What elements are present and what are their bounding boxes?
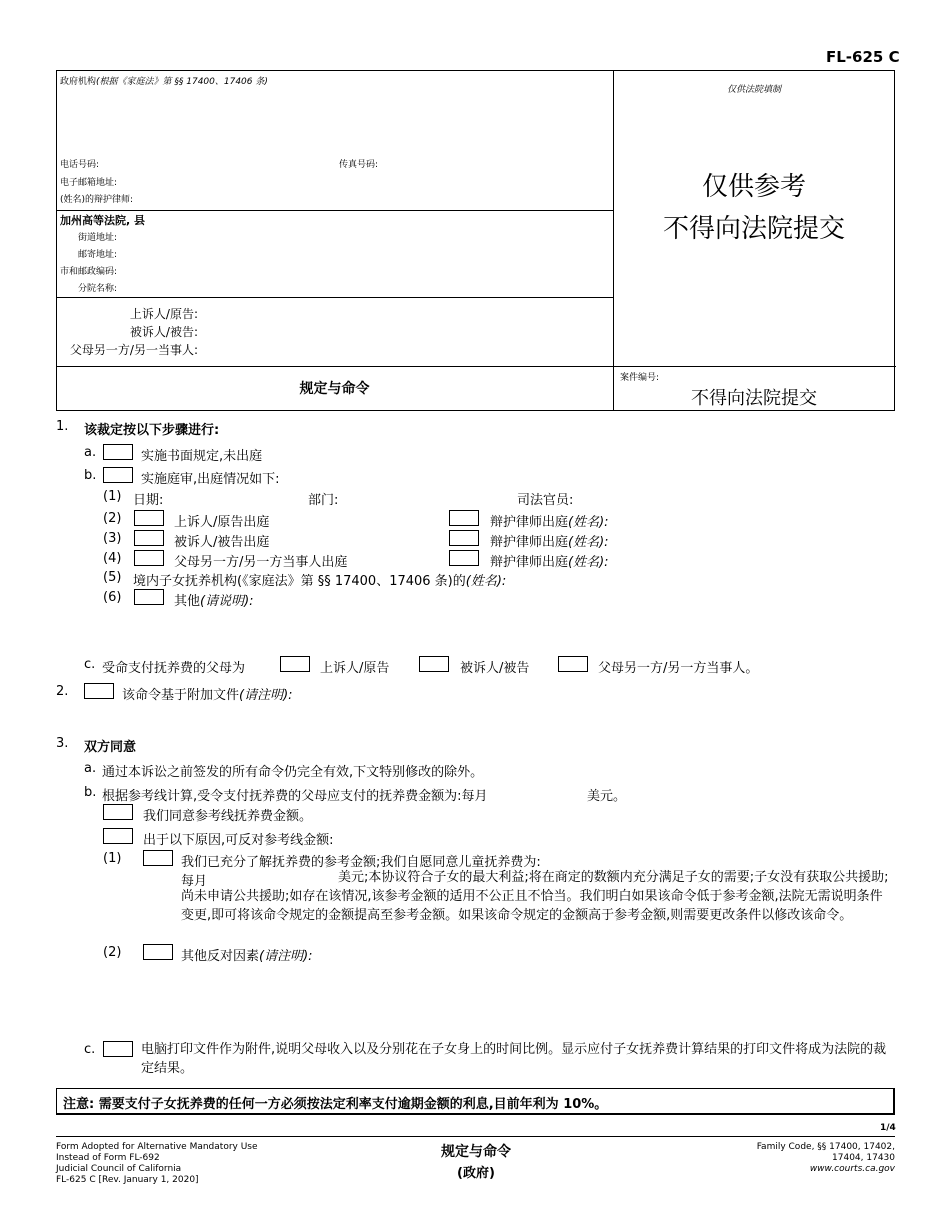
respondent-label: 被诉人/被告: — [129, 325, 198, 339]
checkbox-payor-other[interactable] — [558, 656, 588, 672]
other-attorney-label — [490, 551, 609, 570]
footer-left-3: Judicial Council of California — [56, 1164, 182, 1174]
item-1b6-number: (6) — [103, 590, 122, 605]
item-3b-letter: b. — [84, 785, 97, 800]
name-hint: (姓名): — [465, 574, 507, 589]
item-3a-text: 通过本诉讼之前签发的所有命令仍完全有效,下文特别修改的除外。 — [102, 765, 484, 780]
hearing-date-label: 日期: — [133, 493, 164, 508]
item-3b-text-pre: 根据参考线计算,受令支付抚养费的父母应支付的抚养费金额为:每月 — [102, 789, 488, 804]
footer-left-1: Form Adopted for Alternative Mandatory Use — [56, 1142, 258, 1152]
name-hint: (姓名): — [568, 515, 609, 530]
item-1a-letter: a. — [84, 445, 97, 460]
phone-label: 电话号码: — [60, 160, 100, 170]
fax-label: 传真号码: — [339, 160, 379, 170]
form-code: FL-625 C — [826, 48, 900, 66]
checkbox-payor-respondent[interactable] — [419, 656, 449, 672]
agency-citation: (根据《家庭法》第 §§ 17400、17406 条) — [96, 77, 268, 87]
attorney-present-text: 辩护律师出庭 — [490, 535, 569, 550]
respondent-present-label: 被诉人/被告出庭 — [174, 535, 270, 550]
item-1b2-number: (2) — [103, 511, 122, 526]
petitioner-present-label: 上诉人/原告出庭 — [174, 515, 270, 530]
page-number: 1/4 — [880, 1123, 896, 1133]
attorney-present-text: 辩护律师出庭 — [490, 515, 569, 530]
petitioner-label: 上诉人/原告: — [129, 307, 198, 321]
notice-text: 注意: 需要支付子女抚养费的任何一方必须按法定利率支付逾期金额的利息,目前年利为 10%。 — [63, 1097, 608, 1112]
item-3a-letter: a. — [84, 761, 97, 776]
court-name: 加州高等法院, 县 — [60, 214, 146, 227]
mailing-label: 邮寄地址: — [78, 250, 118, 260]
item-3b1-line1: 我们已充分了解抚养费的参考金额;我们自愿同意儿童抚养费为: — [181, 855, 541, 870]
name-hint: (姓名): — [568, 555, 609, 570]
item-3b2-label — [181, 945, 313, 964]
footer-right-2: 17404, 17430 — [832, 1153, 895, 1163]
city-zip-label: 市和邮政编码: — [60, 267, 118, 277]
attachment-hint: (请注明): — [239, 688, 293, 703]
checkbox-petitioner-attorney[interactable] — [449, 510, 479, 526]
agency-label: 政府机构 — [60, 77, 97, 87]
branch-label: 分院名称: — [78, 284, 118, 294]
reference-line-2: 不得向法院提交 — [662, 214, 845, 244]
agree-guideline-text: 我们同意参考线抚养费金额。 — [143, 809, 313, 824]
section-2-text — [122, 684, 293, 703]
case-number-label: 案件编号: — [620, 373, 660, 383]
item-3b1-monthly: 每月 — [181, 874, 208, 889]
payor-respondent-label: 被诉人/被告 — [460, 661, 530, 676]
item-1b4-number: (4) — [103, 551, 122, 566]
checkbox-3c[interactable] — [103, 1041, 133, 1057]
item-1b-text: 实施庭审,出庭情况如下: — [141, 472, 280, 487]
street-label: 街道地址: — [78, 233, 118, 243]
item-1b1-number: (1) — [103, 489, 122, 504]
item-3b-text-post: 美元。 — [587, 789, 627, 804]
footer-subtitle: (政府) — [457, 1166, 495, 1181]
other-factors-hint: (请注明): — [259, 949, 313, 964]
other-present-label: 父母另一方/另一方当事人出庭 — [174, 555, 348, 570]
respondent-attorney-label — [490, 531, 609, 550]
footer-right-1: Family Code, §§ 17400, 17402, — [756, 1142, 895, 1152]
other-hint: (请说明): — [200, 594, 254, 609]
checkbox-agree-guideline[interactable] — [103, 804, 133, 820]
item-1b5-number: (5) — [103, 570, 122, 585]
checkbox-3b1[interactable] — [143, 850, 173, 866]
case-number-value: 不得向法院提交 — [691, 388, 817, 409]
checkbox-1b[interactable] — [103, 467, 133, 483]
checkbox-object-guideline[interactable] — [103, 828, 133, 844]
attorney-present-text: 辩护律师出庭 — [490, 555, 569, 570]
other-factors-text: 其他反对因素 — [181, 949, 260, 964]
agency-field[interactable] — [60, 74, 268, 87]
payor-petitioner-label: 上诉人/原告 — [320, 661, 390, 676]
support-agency-label — [133, 570, 506, 589]
section-3-heading: 双方同意 — [84, 740, 137, 755]
footer-title: 规定与命令 — [441, 1144, 511, 1160]
petitioner-attorney-label — [490, 511, 609, 530]
other-parent-label: 父母另一方/另一当事人: — [69, 343, 198, 357]
checkbox-other[interactable] — [134, 589, 164, 605]
judicial-officer-label: 司法官员: — [517, 493, 574, 508]
footer-rule — [56, 1136, 895, 1137]
hearing-dept-label: 部门: — [308, 493, 339, 508]
section-2-number: 2. — [56, 684, 69, 699]
item-3b1-paragraph: 美元;本协议符合子女的最大利益;将在商定的数额内充分满足子女的需要;子女没有获取公共援助;尚未申请公共援助;如存在该情况,该参考金额的适用不公正且不恰当。我们明白如果该命令低于参考金额,法院无需说明条件变更,即可将该命令规定的金额提高至参考金额。如果该命令规定的金额高于参考金额,则需要更改条件以修改该命令。 — [181, 870, 889, 923]
checkbox-payor-petitioner[interactable] — [280, 656, 310, 672]
checkbox-section-2[interactable] — [84, 683, 114, 699]
checkbox-petitioner-present[interactable] — [134, 510, 164, 526]
item-1c-letter: c. — [84, 657, 96, 672]
checkbox-3b2[interactable] — [143, 944, 173, 960]
object-guideline-text: 出于以下原因,可反对参考线金额: — [143, 833, 334, 848]
attachment-text: 该命令基于附加文件 — [122, 688, 240, 703]
footer-website-link[interactable]: www.courts.ca.gov — [809, 1164, 895, 1174]
item-1c-text: 受命支付抚养费的父母为 — [102, 661, 246, 676]
item-3b2-number: (2) — [103, 945, 122, 960]
section-3-number: 3. — [56, 736, 69, 751]
item-1b-letter: b. — [84, 468, 97, 483]
item-3b1-number: (1) — [103, 851, 122, 866]
payor-other-label: 父母另一方/另一方当事人。 — [598, 661, 759, 676]
attorney-label: (姓名)的辩护律师: — [60, 195, 134, 205]
court-use-label: 仅供法院填制 — [726, 85, 781, 95]
footer-left-2: Instead of Form FL-692 — [56, 1153, 160, 1163]
support-agency-text: 境内子女抚养机构(《家庭法》第 §§ 17400、17406 条)的 — [133, 574, 466, 589]
item-3c-letter: c. — [84, 1042, 96, 1057]
checkbox-respondent-present[interactable] — [134, 530, 164, 546]
section-1-number: 1. — [56, 419, 69, 434]
section-1-heading: 该裁定按以下步骤进行: — [84, 423, 220, 438]
checkbox-respondent-attorney[interactable] — [449, 530, 479, 546]
other-label — [174, 590, 254, 609]
checkbox-other-present[interactable] — [134, 550, 164, 566]
checkbox-other-attorney[interactable] — [449, 550, 479, 566]
name-hint: (姓名): — [568, 535, 609, 550]
item-1a-text: 实施书面规定,未出庭 — [141, 449, 263, 464]
other-text: 其他 — [174, 594, 201, 609]
footer-left-4: FL-625 C [Rev. January 1, 2020] — [56, 1175, 199, 1185]
item-3c-text: 电脑打印文件作为附件,说明父母收入以及分别花在子女身上的时间比例。显示应付子女抚养费计算结果的打印文件将成为法院的裁定结果。 — [141, 1042, 887, 1076]
document-title: 规定与命令 — [299, 381, 370, 397]
reference-line-1: 仅供参考 — [701, 172, 806, 202]
checkbox-1a[interactable] — [103, 444, 133, 460]
item-1b3-number: (3) — [103, 531, 122, 546]
email-label: 电子邮箱地址: — [60, 178, 118, 188]
